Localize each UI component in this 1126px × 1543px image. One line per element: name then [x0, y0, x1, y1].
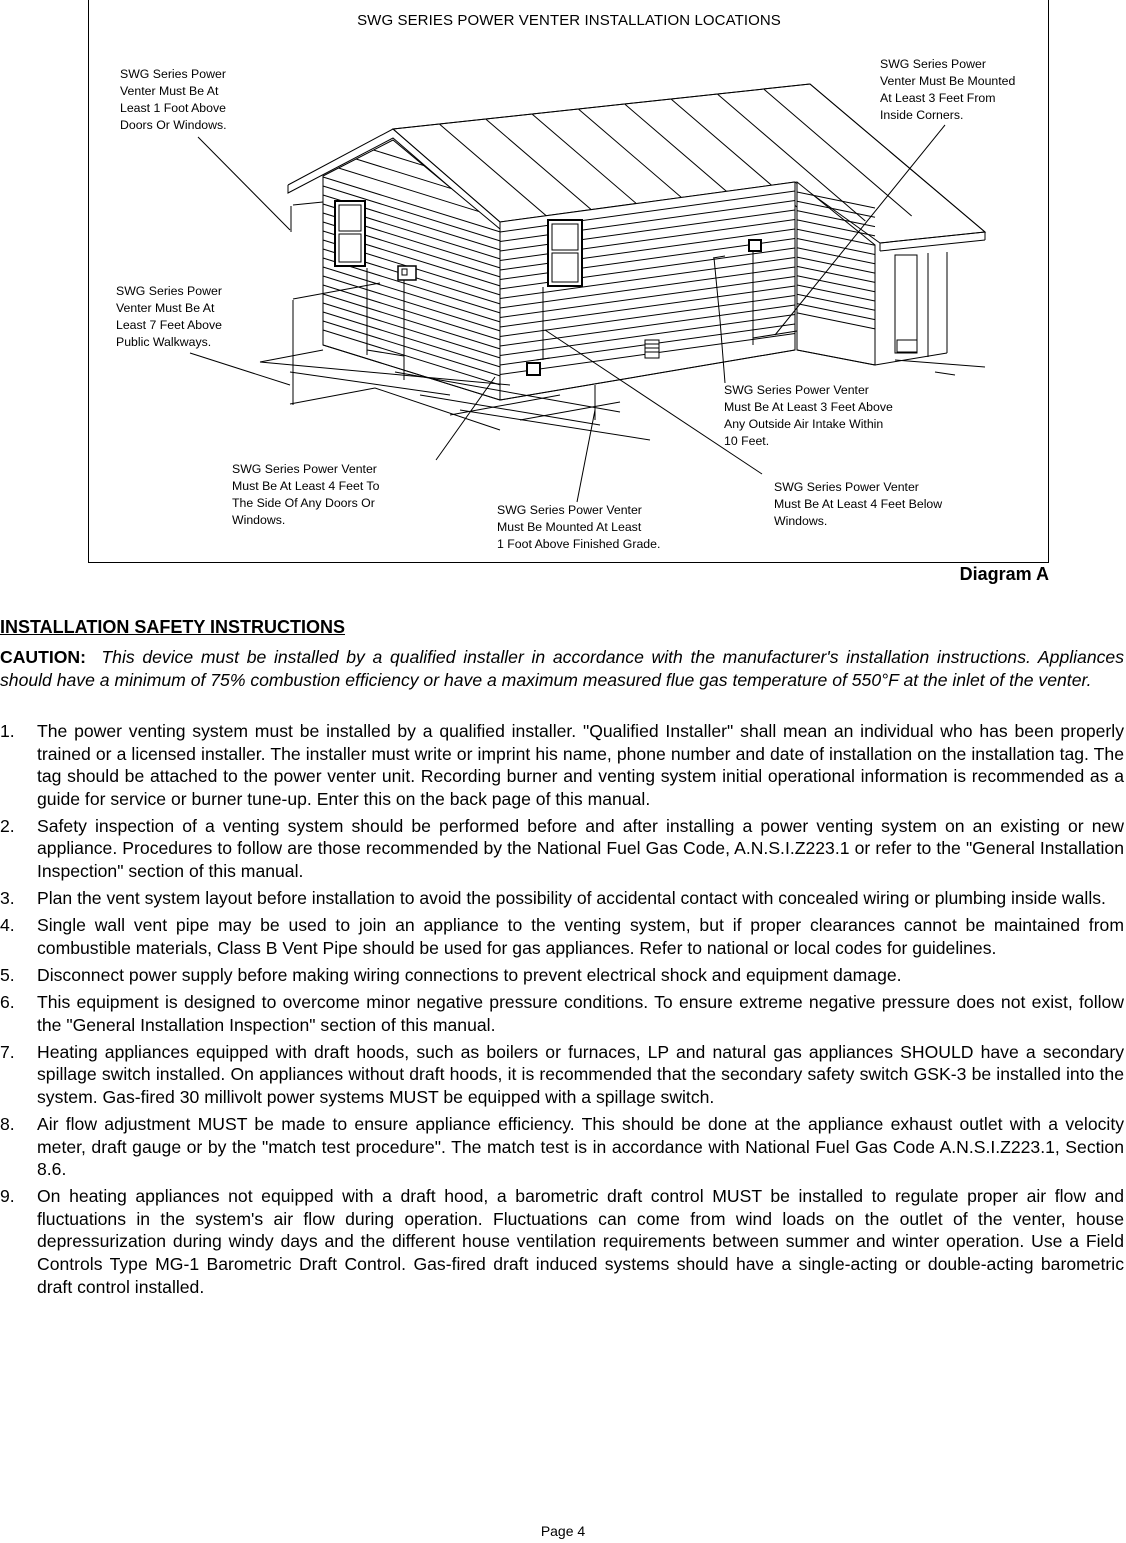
caution-paragraph — [0, 646, 1124, 691]
item-number: 8. — [0, 1114, 15, 1134]
item-text: This equipment is designed to overcome minor negative pressure conditions. To ensure extreme negative pressure does not exist, follow the "General Installation Inspection" section of this manual. — [37, 992, 1124, 1035]
item-number: 7. — [0, 1041, 15, 1062]
section-heading: INSTALLATION SAFETY INSTRUCTIONS — [0, 617, 345, 637]
item-number: 6. — [0, 992, 15, 1013]
item-number: 5. — [0, 964, 15, 985]
item-text: Single wall vent pipe may be used to join an appliance to the venting system, but if proper clearances cannot be maintained from combustible materials, Class B Vent Pipe should be used for gas appliances. Refer to national or local codes for guidelines. — [37, 915, 1124, 958]
item-number: 4. — [0, 915, 15, 936]
list-item — [0, 887, 1124, 910]
list-item — [0, 720, 1124, 810]
item-text: The power venting system must be installed by a qualified installer. "Qualified Installer" shall mean an individual who has been properly trained or a licensed installer. The installer must write or imprint his name, phone number and date of installation on the installation tag. The tag should be attached to the power venter unit. Recording burner and venting system initial operational information is recommended as a guide for service or burner tune-up. Enter this on the back page of this manual. — [37, 721, 1124, 809]
list-item — [0, 1185, 1124, 1298]
list-item — [0, 964, 1124, 987]
callout-above-doors: SWG Series Power Venter Must Be At Least 1 Foot Above Doors Or Windows. — [120, 67, 227, 132]
item-number: 9. — [0, 1186, 15, 1207]
diagram-title: SWG SERIES POWER VENTER INSTALLATION LOCATIONS — [357, 12, 781, 29]
callout-air-intake: SWG Series Power Venter Must Be At Least 3 Feet Above Any Outside Air Intake Within 10 Feet. — [724, 383, 893, 448]
list-item — [0, 1041, 1124, 1109]
page-number: Page 4 — [540, 1523, 586, 1539]
caution-label: CAUTION: — [0, 647, 87, 667]
item-text: Disconnect power supply before making wiring connections to prevent electrical shock and equipment damage. — [37, 964, 902, 985]
item-number: 1. — [0, 721, 15, 741]
list-item — [0, 991, 1124, 1036]
item-number: 2. — [0, 815, 15, 836]
callout-below-windows: SWG Series Power Venter Must Be At Least 4 Feet Below Windows. — [774, 480, 943, 528]
item-text: Plan the vent system layout before installation to avoid the possibility of accidental contact with concealed wiring or plumbing inside walls. — [37, 888, 1106, 909]
item-text: On heating appliances not equipped with a draft hood, a barometric draft control MUST be installed to regulate proper air flow and fluctuations in the system's air flow during operation. Fluctuations can come from wind loads on the outlet of the venter, house depressurization during windy days and the different house ventilation requirements between summer and winter operation. Use a Field Controls Type MG-1 Barometric Draft Control. Gas-fired draft induced systems should have a single-acting or double-acting barometric draft control installed. — [37, 1186, 1124, 1297]
list-item — [0, 1113, 1124, 1181]
instruction-list — [0, 720, 1124, 1303]
item-text: Heating appliances equipped with draft hoods, such as boilers or furnaces, LP and natural gas appliances SHOULD have a secondary spillage switch installed. On appliances without draft hoods, it is recommended that the secondary safety switch GSK-3 be installed into the system. Gas-fired 30 millivolt power systems MUST be equipped with a spillage switch. — [37, 1041, 1124, 1107]
installation-diagram — [0, 0, 1126, 584]
caution-text: This device must be installed by a qualified installer in accordance with the manufacturer's installation instructions. Appliances should have a minimum of 75% combustion efficiency or have a maximum measured flue gas temperature of 550°F at the inlet of the venter. — [0, 647, 1124, 690]
item-text: Air flow adjustment MUST be made to ensure appliance efficiency. This should be done at the appliance exhaust outlet with a velocity meter, draft gauge or by the "match test procedure". The match test is in accordance with National Fuel Gas Code A.N.S.I.Z223.1, Section 8.6. — [37, 1114, 1124, 1180]
list-item — [0, 815, 1124, 883]
callout-side-of-doors: SWG Series Power Venter Must Be At Least 4 Feet To The Side Of Any Doors Or Windows. — [232, 462, 380, 527]
list-item — [0, 914, 1124, 959]
callout-finished-grade: SWG Series Power Venter Must Be Mounted At Least 1 Foot Above Finished Grade. — [497, 503, 661, 551]
diagram-label: Diagram A — [959, 564, 1049, 584]
callout-inside-corners: SWG Series Power Venter Must Be Mounted At Least 3 Feet From Inside Corners. — [880, 57, 1016, 122]
callout-public-walkways: SWG Series Power Venter Must Be At Least 7 Feet Above Public Walkways. — [116, 284, 222, 349]
item-number: 3. — [0, 888, 15, 909]
item-text: Safety inspection of a venting system should be performed before and after installing a power venting system on an existing or new appliance. Procedures to follow are those recommended by the National Fuel Gas Code, A.N.S.I.Z223.1 or refer to the "General Installation Inspection" section of this manual. — [37, 815, 1124, 882]
